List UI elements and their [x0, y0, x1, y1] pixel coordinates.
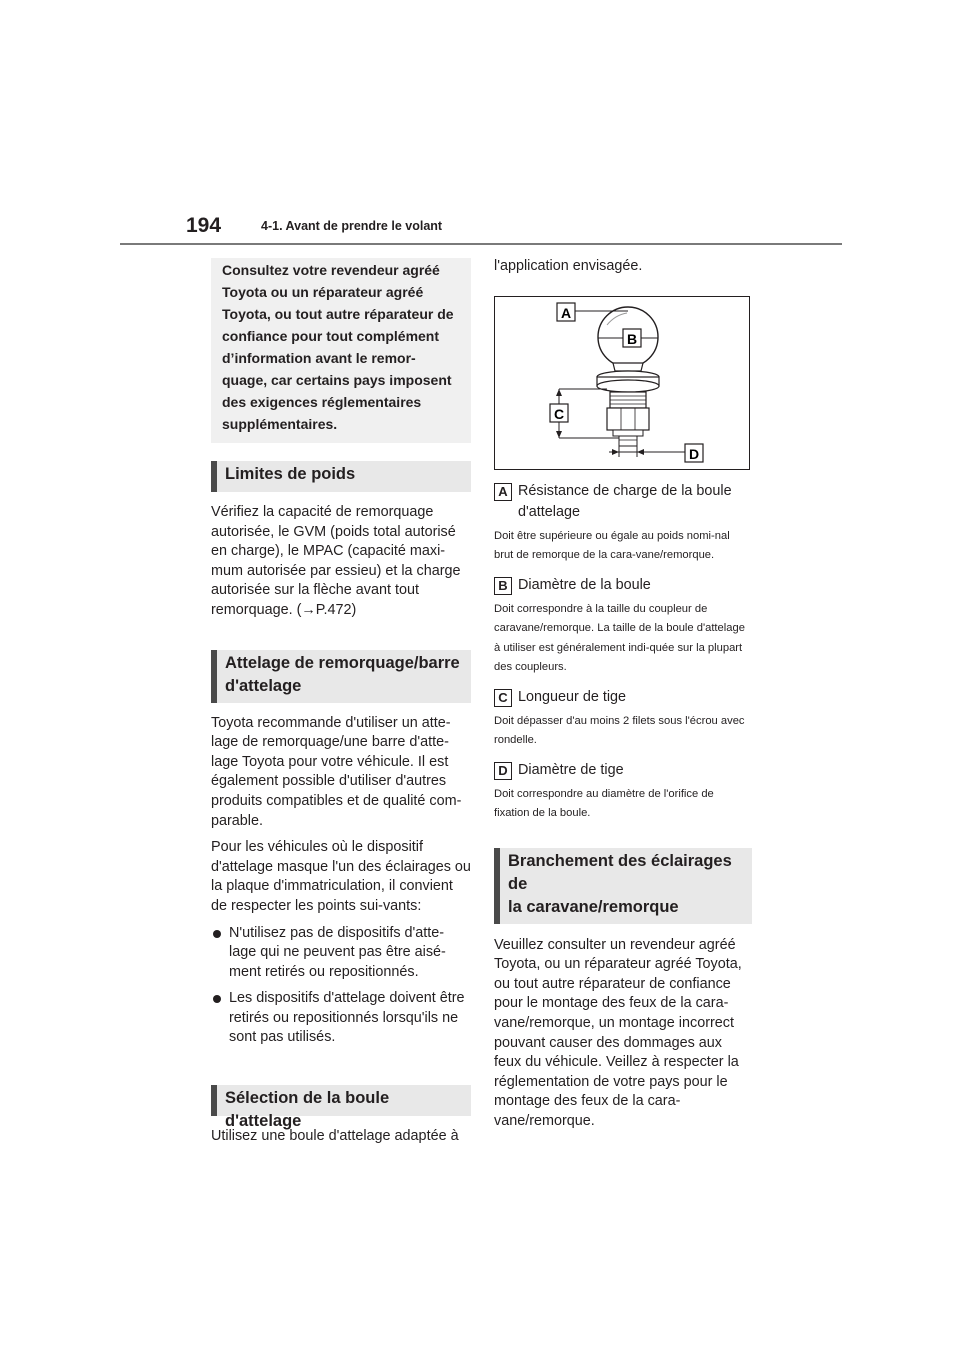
page-number: 194 [186, 214, 222, 237]
info-line: quage, car certains pays imposent [222, 372, 452, 388]
badge-d: D [494, 762, 512, 780]
badge-b: B [494, 577, 512, 595]
spec-desc: Doit correspondre au diamètre de l'orifice de fixation de la boule. [494, 787, 714, 820]
hitch-paragraph-2: Pour les véhicules où le dispositif d'attelage masque l'un des éclairages ou la plaque d'immatriculation, il convient de respecter les points sui-vants: [211, 839, 471, 914]
bullet-dot-icon [213, 995, 221, 1003]
lights-paragraph: Veuillez consulter un revendeur agréé Toyota, ou un réparateur agréé Toyota, ou tout autre réparateur de confiance pour le montage des feux de la cara-vane/remorque, un montage incorrect pouvant causer des dommages aux feux du véhicule. Veillez à respecter la réglementation de votre pays pour le montage des feux de la cara-vane/remorque. [494, 936, 742, 1129]
heading-line: d'attelage [225, 676, 302, 695]
spec-desc: Doit correspondre à la taille du coupleur de caravane/remorque. La taille de la boule d'attelage à utiliser est généralement indi-quée sur la plupart des coupleurs. [494, 602, 745, 674]
heading-trailer-lights [494, 848, 752, 924]
label-d: D [688, 445, 700, 462]
spec-item-c [494, 687, 752, 751]
ball-paragraph: Utilisez une boule d'attelage adaptée à [211, 1128, 459, 1145]
bullet-item: N'utilisez pas de dispositifs d'atte-lage qui ne peuvent pas être aisé-ment retirés ou repositionnés. [211, 924, 471, 983]
label-a: A [560, 304, 572, 321]
heading-tow-hitch [211, 650, 471, 703]
label-c: C [553, 405, 565, 422]
left-column [211, 258, 471, 1154]
tow-ball-diagram [495, 297, 749, 469]
weight-paragraph: Vérifiez la capacité de remorquage autorisée, le GVM (poids total autorisé en charge), le MPAC (capacité maxi-mum autorisée par essieu) et la charge autorisée sur la flèche avant tout remorquage. (→P.472) [211, 504, 461, 618]
label-b: B [626, 330, 638, 347]
info-box [211, 258, 471, 443]
badge-c: C [494, 689, 512, 707]
badge-a: A [494, 483, 512, 501]
spec-desc: Doit dépasser d'au moins 2 filets sous l'écrou avec rondelle. [494, 714, 745, 747]
heading-line: Attelage de remorquage/barre [225, 653, 460, 672]
info-line: Toyota, ou tout autre réparateur de [222, 306, 454, 322]
section-title: 4-1. Avant de prendre le volant [261, 219, 443, 233]
spec-title: Résistance de charge de la boule d'attelage [518, 482, 732, 520]
bullet-item: Les dispositifs d'attelage doivent être retirés ou repositionnés lorsqu'ils ne sont pas utilisés. [211, 989, 471, 1048]
spec-item-b [494, 575, 752, 678]
info-line: des exigences réglementaires [222, 394, 422, 410]
tow-ball-figure [494, 296, 750, 470]
header-rule [120, 243, 842, 245]
bullet-dot-icon [213, 930, 221, 938]
heading-weight-limits: Limites de poids [211, 461, 471, 492]
continuation-text: l'application envisagée. [494, 258, 643, 274]
info-line: d’information avant le remor- [222, 350, 416, 366]
bullet-list [211, 924, 471, 1049]
spec-item-a [494, 481, 752, 566]
heading-ball-selection: Sélection de la boule d'attelage [211, 1085, 471, 1116]
spec-title: Diamètre de la boule [518, 576, 651, 593]
spec-desc: Doit être supérieure ou égale au poids nomi-nal brut de remorque de la cara-vane/remorque. [494, 529, 730, 562]
info-line: confiance pour tout complément [222, 328, 440, 344]
info-line: Consultez votre revendeur agréé [222, 262, 440, 278]
right-column [494, 257, 752, 1139]
info-line: supplémentaires. [222, 416, 338, 432]
spec-title: Diamètre de tige [518, 761, 624, 778]
heading-line: la caravane/remorque [508, 897, 679, 916]
info-line: Toyota ou un réparateur agréé [222, 284, 424, 300]
hitch-paragraph-1: Toyota recommande d'utiliser un atte-lage de remorquage/une barre d'atte-lage Toyota pour votre véhicule. Il est également possible d'utiliser d'autres produits compatibles et de qualité com-parable. [211, 714, 462, 829]
spec-title: Longueur de tige [518, 688, 627, 705]
spec-item-d [494, 760, 752, 824]
heading-line: Branchement des éclairages de [508, 851, 732, 893]
